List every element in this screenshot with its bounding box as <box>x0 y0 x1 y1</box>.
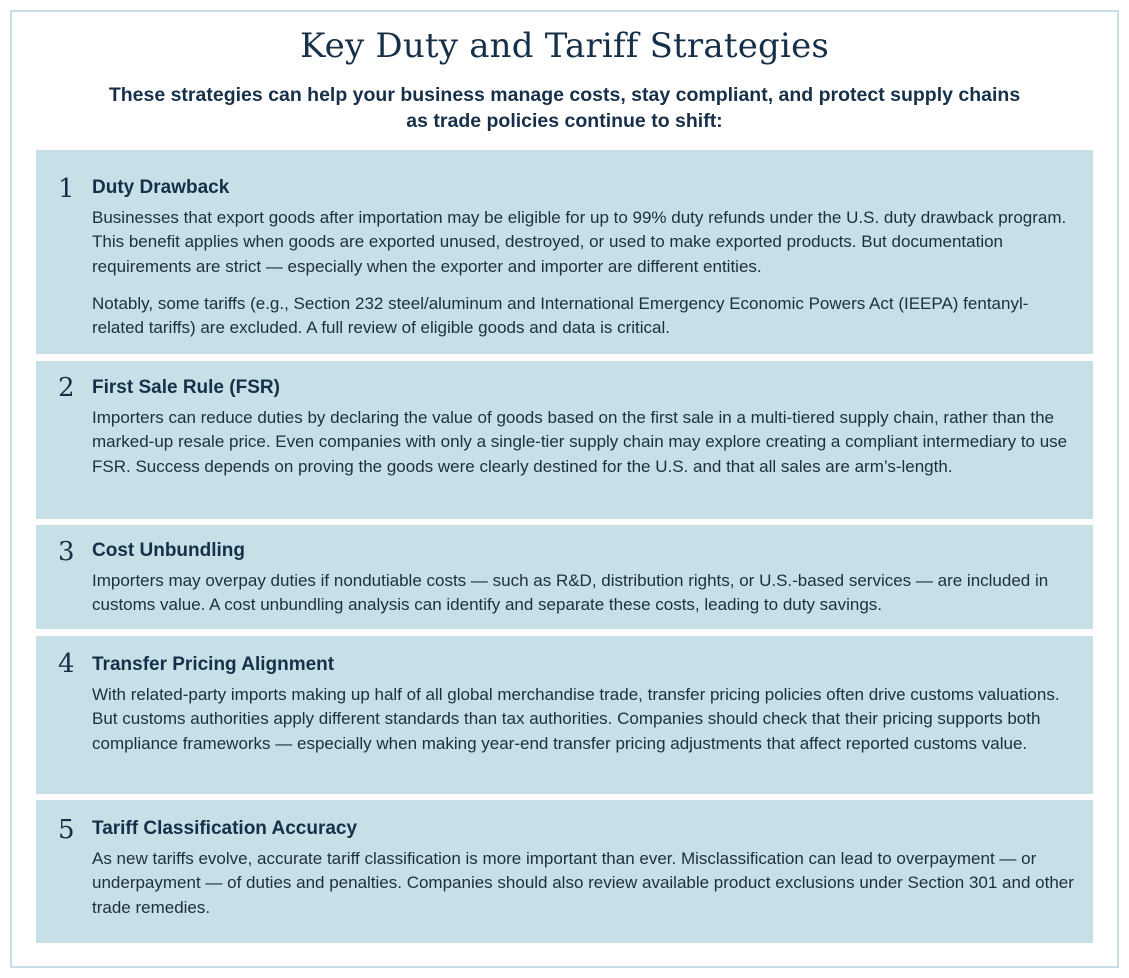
strategy-note: Notably, some tariffs (e.g., Section 232 steel/aluminum and International Emergency Economic Powers Act (IEEPA) fentanyl-related tariffs) are excluded. A full review of eligible goods and data is critical. <box>92 294 1029 338</box>
strategy-card-duty-drawback <box>36 150 1093 354</box>
strategy-title: Cost Unbundling <box>92 540 246 561</box>
strategy-title: Transfer Pricing Alignment <box>92 654 335 675</box>
strategy-card-transfer-pricing <box>36 636 1093 794</box>
strategy-description: Importers may overpay duties if nondutiable costs — such as R&D, distribution rights, or U.S.-based services — are included in customs value. A cost unbundling analysis can identify and separate these costs, leading to duty savings. <box>92 571 1049 615</box>
strategy-description: With related-party imports making up half of all global merchandise trade, transfer pricing policies often drive customs valuations. But customs authorities apply different standards than tax authorities. Companies should check that their pricing supports both compliance frameworks — especially when making year-end transfer pricing adjustments that affect reported customs value. <box>92 685 1060 753</box>
strategy-card-tariff-classification <box>36 800 1093 943</box>
strategy-card-first-sale-rule <box>36 361 1093 519</box>
page-title: Key Duty and Tariff Strategies <box>299 26 830 66</box>
strategy-title: Tariff Classification Accuracy <box>92 818 358 839</box>
strategy-number: 1 <box>58 174 75 204</box>
strategy-number: 5 <box>58 815 75 845</box>
strategy-number: 3 <box>58 537 75 567</box>
strategy-description: Importers can reduce duties by declaring the value of goods based on the first sale in a multi-tiered supply chain, rather than the marked-up resale price. Even companies with only a single-tier supply chain may explore creating a compliant intermediary to use FSR. Success depends on proving the goods were clearly destined for the U.S. and that all sales are arm’s-length. <box>92 408 1068 476</box>
strategy-card-cost-unbundling <box>36 525 1093 629</box>
strategy-number: 4 <box>58 649 75 679</box>
strategy-number: 2 <box>58 373 75 403</box>
strategy-title: Duty Drawback <box>92 177 230 198</box>
strategy-description: As new tariffs evolve, accurate tariff classification is more important than ever. Misclassification can lead to overpayment — or underpayment — of duties and penalties. Companies should also review available product exclusions under Section 301 and other trade remedies. <box>92 849 1074 917</box>
strategy-title: First Sale Rule (FSR) <box>92 377 280 398</box>
page-subtitle: These strategies can help your business manage costs, stay compliant, and protect supply chains as trade policies continue to shift: <box>108 84 1021 132</box>
strategy-description: Businesses that export goods after importation may be eligible for up to 99% duty refunds under the U.S. duty drawback program. This benefit applies when goods are exported unused, destroyed, or used to make exported products. But documentation requirements are strict — especially when the exporter and importer are different entities. <box>92 208 1067 276</box>
